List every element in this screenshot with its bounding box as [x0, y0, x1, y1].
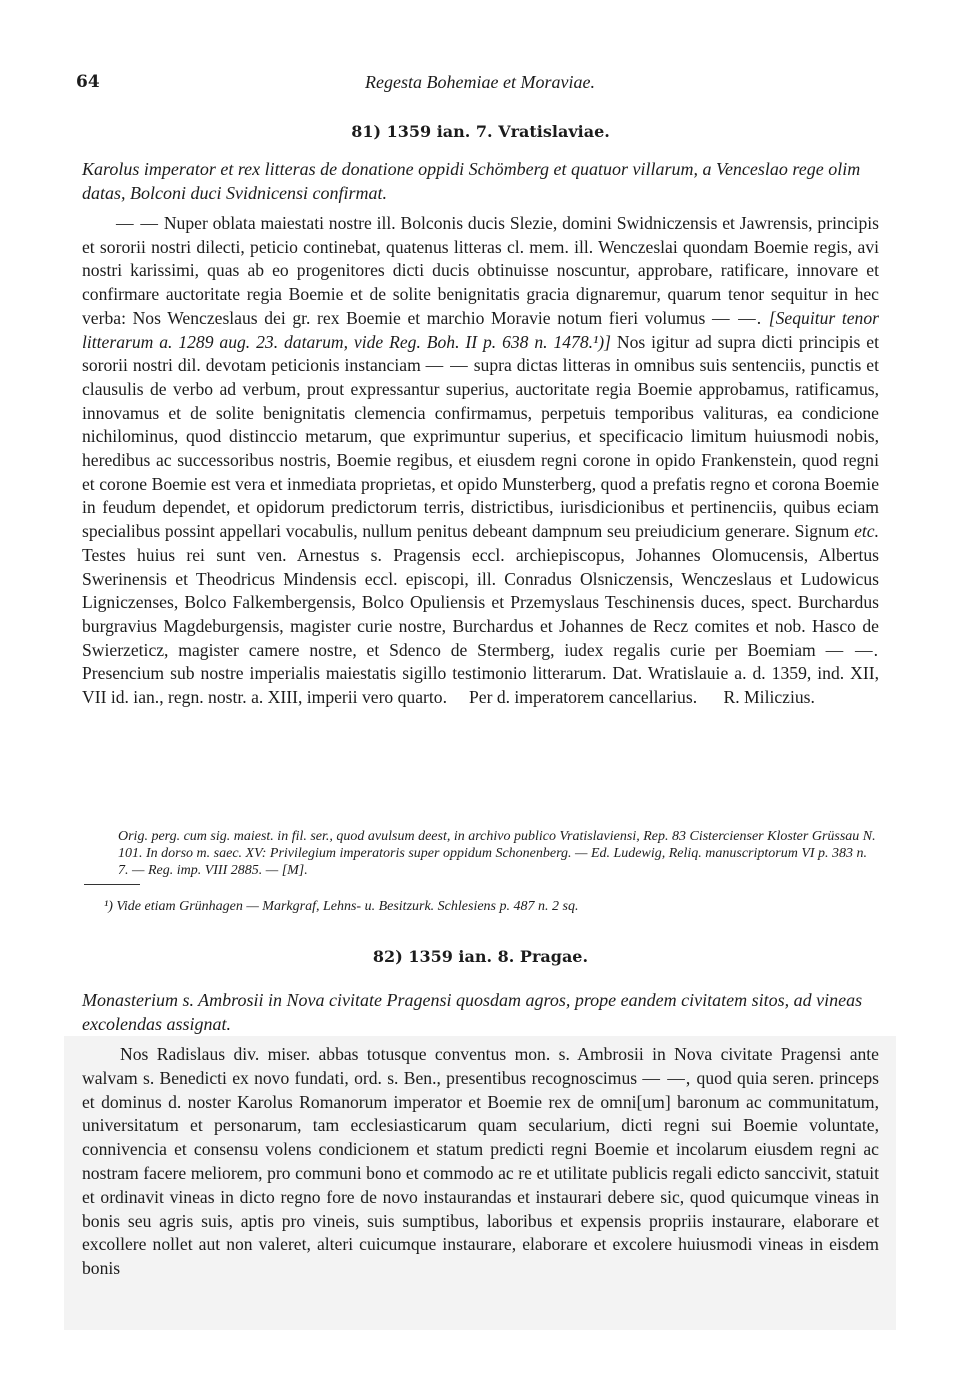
- omission-dash: — —.: [711, 307, 763, 328]
- omission-dash: — —: [425, 355, 469, 376]
- editorial-insertion: [Sequitur tenor litterarum a. 1289 aug. 23. datarum, vide Reg. Boh. II p. 638 n. 1478.¹)]: [82, 307, 879, 352]
- chancery-note: Per d. imperatorem cancellarius.: [468, 687, 698, 708]
- omission-dash: — —.: [825, 639, 879, 660]
- page-number: 64: [76, 72, 100, 92]
- etc-abbreviation: etc.: [854, 521, 879, 542]
- text-segment: Presencium sub nostre imperialis maiestatis sigillo testimonio litterarum. Dat. Wratislauie a. d. 1359, ind. XII, VII id. ian., regn. nostr. a. XIII, imperii vero quarto.: [82, 663, 879, 708]
- scribe-name: R. Miliczius.: [723, 687, 815, 708]
- entry-82-paragraph: [82, 1043, 879, 1281]
- text-segment: Nos igitur ad supra dicti principis et sororii nostri dil. devotam peticionis instanciam: [82, 331, 879, 376]
- footnote-rule: [84, 884, 140, 885]
- running-title: Regesta Bohemiae et Moraviae.: [365, 72, 595, 92]
- entry-81-body: [82, 212, 879, 710]
- text-segment: Nos Radislaus div. miser. abbas totusque conventus mon. s. Ambrosii in Nova civitate Pragensi ante walvam s. Benedicti ex novo fundati, ord. s. Ben., presentibus recognoscimus: [82, 1044, 879, 1088]
- entry-81-paragraph: [82, 212, 879, 710]
- text-segment: supra dictas litteras in omnibus suis sentenciis, punctis et clausulis de verbo ad verbum, prout expressantur superius, auctoritate regia Boemie approbamus, ratificamus, innovamus et de solite benignitatis clemencia confirmamus, perpetuis temporibus valituras, ea condicione nichilominus, quod distinccio metarum, que exprimuntur superius, et specificacio limitum huiusmodi nobis, heredibus ac successoribus nostris, Boemie regibus, et eiusdem regni corone in opido Frankenstein, quod regni et corone Boemie est vera et inmediata proprietas, et opido Munsterberg, quod a prefatis regno et corona Boemie in feudum dependet, et opidorum predictorum terris, districtibus, iurisdicionibus et pertinenciis, quibus eciam specialibus possint appellari vocabulis, nullum penitus debeant dampnum seu preiudicium generare. Signum: [82, 355, 879, 542]
- page-header: [76, 72, 884, 98]
- text-segment: Nuper oblata maiestati nostre ill. Bolconis ducis Slezie, domini Swidniczensis et Jawrensis, principis et sororii nostri dilecti, peticio continebat, quatenus litteras cl. mem. ill. Wenczeslai quondam Boemie regis, avi nostri karissimi, quas ab eo progenitores dicti ducis obtinuisse noscuntur, approbare, ratificare, innovare et confirmare auctoritate regia Boemie et de solite benignitatis gracia dignaremur, quarum tenor sequitur in hec verba: Nos Wenczeslaus dei gr. rex Boemie et marchio Moravie notum fieri volumus: [82, 213, 879, 328]
- omission-dash: — —: [116, 213, 160, 233]
- omission-dash: — —,: [642, 1067, 692, 1088]
- footnote: ¹) Vide etiam Grünhagen — Markgraf, Lehns- u. Besitzurk. Schlesiens p. 487 n. 2 sq.: [104, 899, 579, 914]
- entry-81-title: 81) 1359 ian. 7. Vratislaviae.: [351, 122, 610, 141]
- entry-81-summary: Karolus imperator et rex litteras de donatione oppidi Schömberg et quatuor villarum, a Venceslao rege olim datas, Bolconi duci Svidnicensi confirmat.: [82, 159, 861, 203]
- text-segment: Testes huius rei sunt ven. Arnestus s. Pragensis eccl. archiepiscopus, Johannes Olomucensis, Albertus Swerinensis et Theodricus Mindensis eccl. episcopi, ill. Conradus Olsniczensis, Wenczeslaus et Ludowicus Ligniczenses, Bolco Falkembergensis, Bolco Opuliensis et Przemyslaus Teschinensis duces, spect. Burchardus burgravius Magdeburgensis, magister curie nostre, Burchardus et Johannes de Recz comites et nob. Hasco de Swierzeticz, magister camere nostre, et Sdenco de Stermberg, iudex regalis curie per Boemiam: [82, 544, 879, 660]
- source-note: Orig. perg. cum sig. maiest. in fil. ser., quod avulsum deest, in archivo publico Vratislaviensi, Rep. 83 Cistercienser Kloster Grüssau N. 101. In dorso m. saec. XV: Privilegium imperatoris super oppidum Schonenberg. — Ed. Ludewig, Reliq. manuscriptorum VI p. 383 n. 7. — Reg. imp. VIII 2885. — [M].: [118, 829, 876, 878]
- text-segment: quod quia seren. princeps et dominus d. noster Karolus Romanorum imperator et Boemie rex de omni[um] baronum ac communitatum, universitatum et personarum, tam ecclesiasticarum quam secularium, dicti regni sui Boemie voluntate, connivencia et consensu volens condicionem et statum predicti regni Boemie et incolarum eiusdem regni ac nostram facere meliorem, pro communi bono et commodo ac re et utilitate publicis regali edicto sanccivit, statuit et ordinavit vineas in dicto regno fore de novo instaurandas et instaurari debere sic, quod quicumque vineas in bonis seu agris suis, aptis pro vineis, suis sumptibus, laboribus et expensis propriis instaurare, elaborare et excollere nollet aut non valeret, alteri cuicumque instaurare, elaborare et excolere huiusmodi vineas in eisdem bonis: [82, 1067, 879, 1279]
- entry-82-title: 82) 1359 ian. 8. Pragae.: [372, 947, 589, 966]
- entry-82-body: [82, 1043, 879, 1281]
- entry-82-summary: Monasterium s. Ambrosii in Nova civitate Pragensi quosdam agros, prope eandem civitatem sitos, ad vineas excolendas assignat.: [82, 990, 863, 1034]
